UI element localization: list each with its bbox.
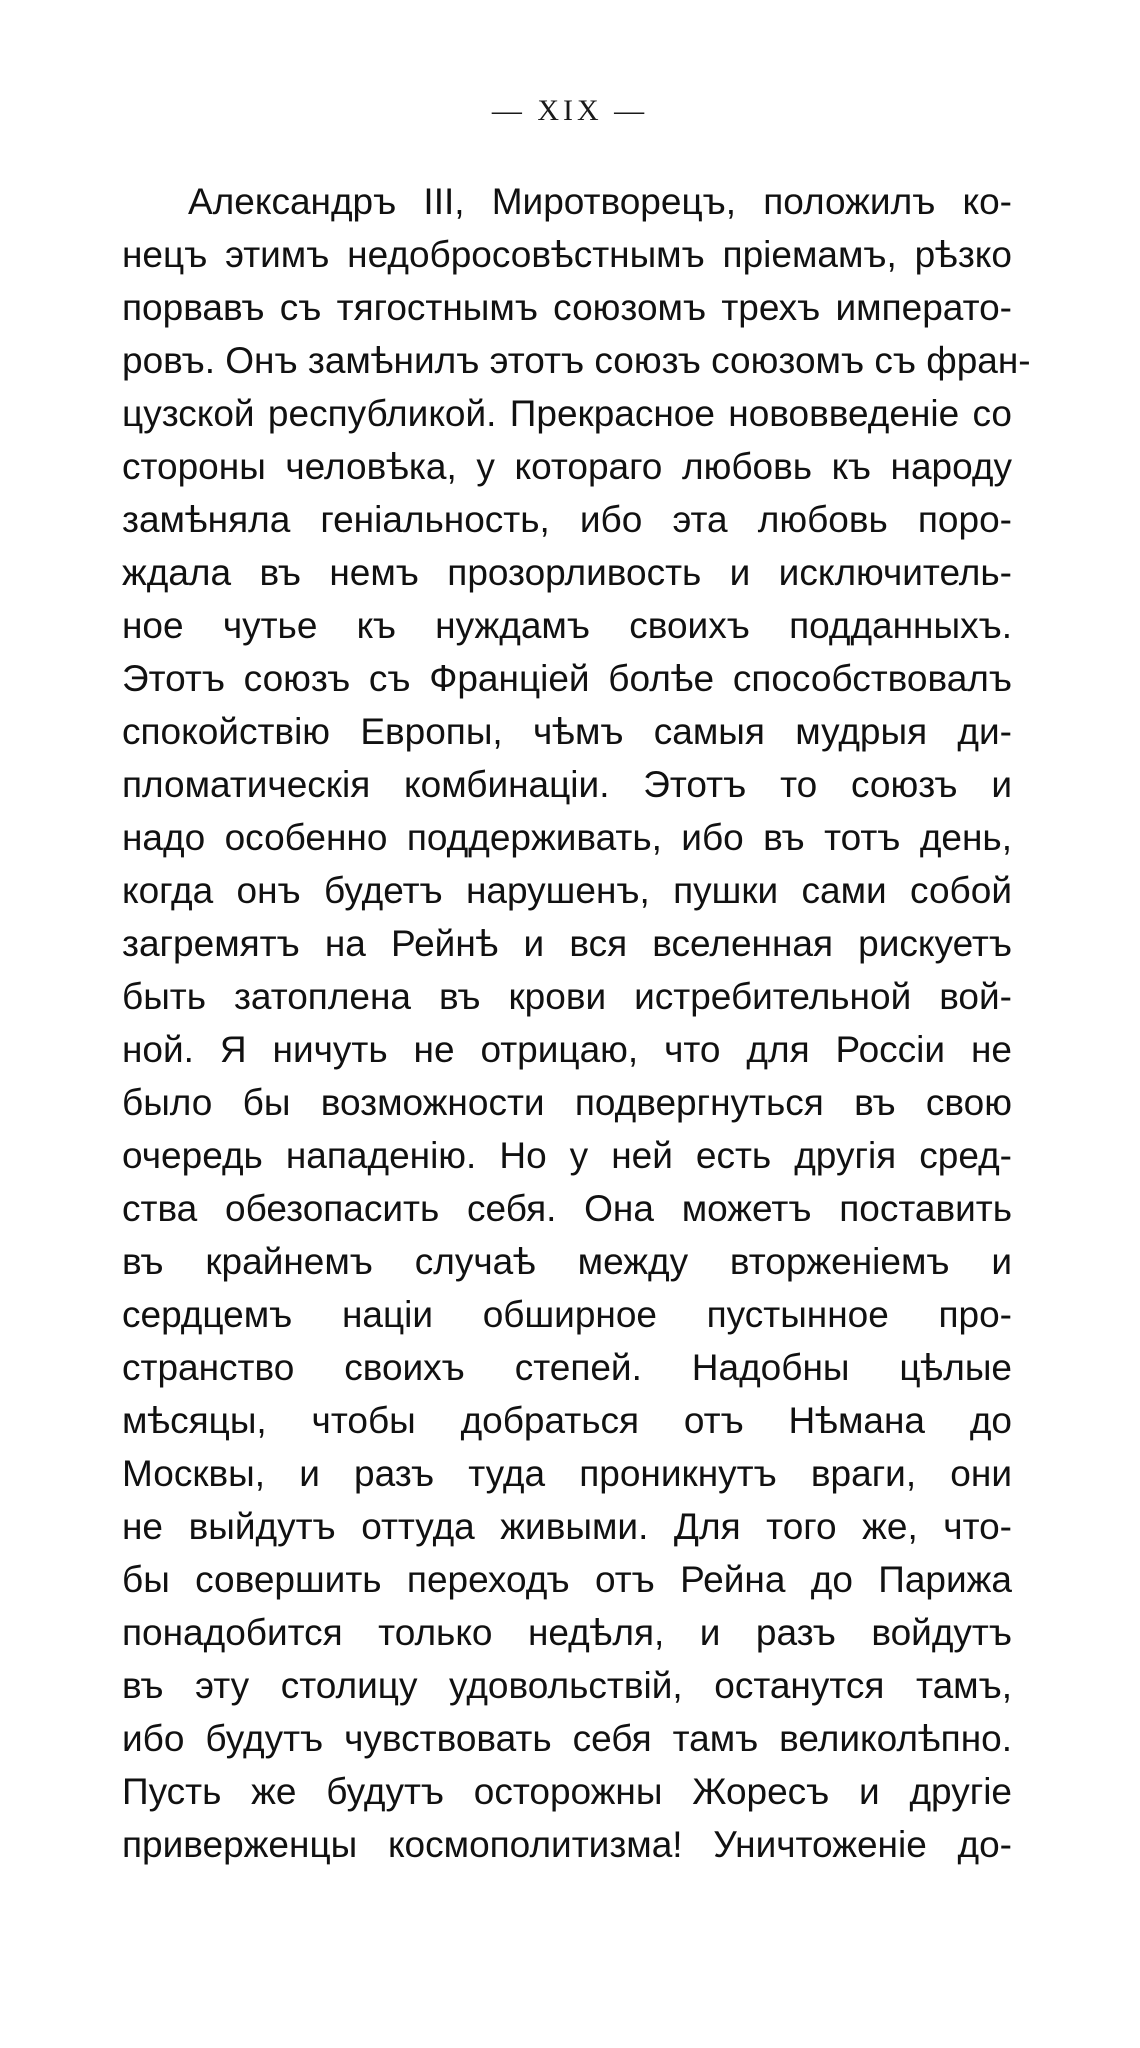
text-line: Александръ III, Миротворецъ, положилъ ко- [188,181,1012,222]
text-line: ства обезопасить себя. Она можетъ поставить [122,1188,1012,1229]
text-line: быть затоплена въ крови истребительной вой- [122,976,1012,1017]
page-number: — XIX — [491,94,649,127]
text-line: ной. Я ничуть не отрицаю, что для Россіи не [122,1029,1012,1070]
text-line: цузской республикой. Прекрасное нововведеніе со [122,393,1012,434]
text-line: спокойствію Европы, чѣмъ самыя мудрыя ди- [122,711,1012,752]
text-line: въ эту столицу удовольствій, останутся тамъ, [122,1665,1012,1706]
text-line: ное чутье къ нуждамъ своихъ подданныхъ. [122,605,1012,646]
text-line: замѣняла геніальность, ибо эта любовь поро- [122,499,1012,540]
text-line: надо особенно поддерживать, ибо въ тотъ день, [122,817,1012,858]
text-line: Этотъ союзъ съ Франціей болѣе способствовалъ [122,658,1012,699]
text-line: стороны человѣка, у котораго любовь къ народу [122,446,1012,487]
body-text [122,175,1031,1871]
text-line: Москвы, и разъ туда проникнутъ враги, они [122,1453,1012,1494]
text-line: было бы возможности подвергнуться въ свою [122,1082,1012,1123]
text-line: ровъ. Онъ замѣнилъ этотъ союзъ союзомъ съ фран- [122,340,1031,381]
text-line: очередь нападенію. Но у ней есть другія сред- [122,1135,1012,1176]
text-line: странство своихъ степей. Надобны цѣлые [122,1347,1012,1388]
text-line: нецъ этимъ недобросовѣстнымъ пріемамъ, рѣзко [122,234,1012,275]
text-line: не выйдутъ оттуда живыми. Для того же, что- [122,1506,1012,1547]
text-line: въ крайнемъ случаѣ между вторженіемъ и [122,1241,1012,1282]
text-line: мѣсяцы, чтобы добраться отъ Нѣмана до [122,1400,1012,1441]
text-line: ждала въ немъ прозорливость и исключитель- [122,552,1012,593]
text-line: Пусть же будутъ осторожны Жоресъ и другіе [122,1771,1012,1812]
text-line: приверженцы космополитизма! Уничтоженіе до- [122,1824,1012,1865]
text-line: сердцемъ націи обширное пустынное про- [122,1294,1012,1335]
text-line: ибо будутъ чувствовать себя тамъ великолѣпно. [122,1718,1012,1759]
text-line: бы совершить переходъ отъ Рейна до Парижа [122,1559,1012,1600]
text-line: понадобится только недѣля, и разъ войдутъ [122,1612,1012,1653]
text-line: пломатическія комбинаціи. Этотъ то союзъ и [122,764,1012,805]
text-line: загремятъ на Рейнѣ и вся вселенная рискуетъ [122,923,1012,964]
text-line: порвавъ съ тягостнымъ союзомъ трехъ императо- [122,287,1012,328]
text-line: когда онъ будетъ нарушенъ, пушки сами собой [122,870,1012,911]
